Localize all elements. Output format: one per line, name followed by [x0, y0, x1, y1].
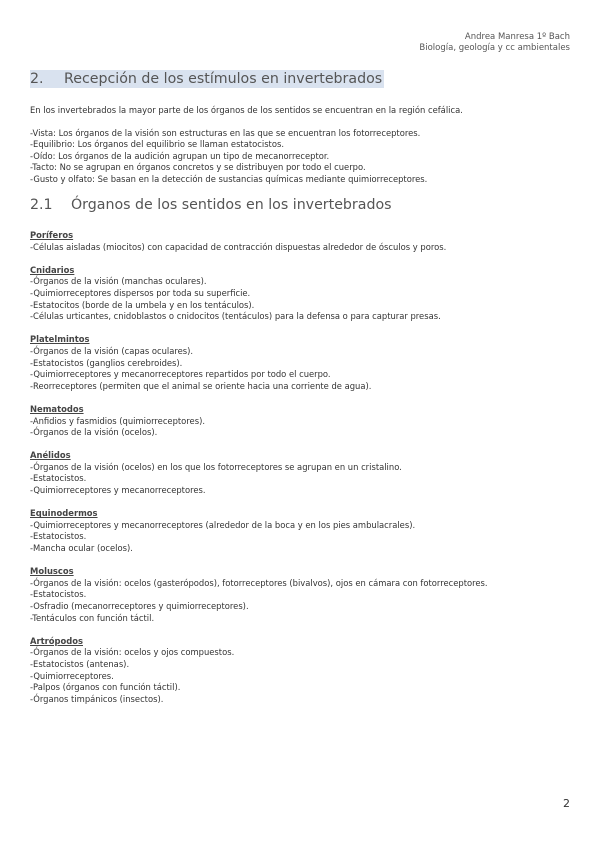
- page-header: [419, 32, 570, 54]
- organism-group: [30, 508, 580, 554]
- group-item: -Quimiorreceptores.: [30, 670, 114, 681]
- group-title: Anélidos: [30, 450, 71, 461]
- intro-block: [30, 105, 575, 186]
- organism-group: [30, 450, 580, 496]
- group-item: -Quimiorreceptores y mecanorreceptores (alrededor de la boca y en los pies ambulacrales).: [30, 519, 416, 530]
- group-item: -Células urticantes, cnidoblastos o cnidocitos (tentáculos) para la defensa o para capturar presas.: [30, 311, 441, 322]
- subsection-title: Órganos de los sentidos en los invertebrados: [71, 197, 392, 213]
- group-item: -Estatocistos.: [30, 531, 87, 542]
- organism-group: [30, 230, 580, 253]
- group-item: -Órganos timpánicos (insectos).: [30, 693, 164, 704]
- group-item: -Quimiorreceptores y mecanorreceptores repartidos por todo el cuerpo.: [30, 369, 331, 380]
- group-item: -Estatocistos (ganglios cerebroides).: [30, 357, 183, 368]
- group-item: -Quimiorreceptores dispersos por toda su superficie.: [30, 287, 251, 298]
- group-title: Artrópodos: [30, 635, 83, 646]
- header-author: Andrea Manresa 1º Bach: [464, 32, 570, 42]
- group-title: Poríferos: [30, 230, 74, 240]
- group-title: Cnidarios: [30, 264, 75, 275]
- section-title: Recepción de los estímulos en invertebrados: [64, 71, 383, 87]
- group-item: -Células aisladas (miocitos) con capacidad de contracción dispuestas alrededor de ósculos y poros.: [30, 241, 447, 252]
- group-item: -Estatocistos (antenas).: [30, 658, 130, 669]
- group-item: -Anfidios y fasmidios (quimiorreceptores).: [30, 415, 206, 426]
- subsection-heading: [30, 196, 392, 214]
- group-item: -Tentáculos con función táctil.: [30, 612, 155, 623]
- header-subject: Biología, geología y cc ambientales: [419, 43, 570, 53]
- organism-group: [30, 404, 580, 439]
- sense-line: -Equilibrio: Los órganos del equilibrio se llaman estatocistos.: [30, 139, 284, 150]
- group-item: -Osfradio (mecanorreceptores y quimiorreceptores).: [30, 601, 249, 611]
- intro-lead: En los invertebrados la mayor parte de los órganos de los sentidos se encuentran en la región cefálica.: [30, 105, 463, 115]
- section-number: 2.: [30, 71, 44, 87]
- group-title: Equinodermos: [30, 508, 98, 519]
- group-title: Moluscos: [30, 566, 74, 577]
- group-item: -Estatocitos (borde de la umbela y en los tentáculos).: [30, 299, 255, 310]
- sense-line: -Tacto: No se agrupan en órganos concretos y se distribuyen por todo el cuerpo.: [30, 162, 366, 173]
- group-item: -Órganos de la visión (ocelos) en los que los fotorreceptores se agrupan en un cristalino.: [30, 461, 402, 472]
- sense-line: -Oído: Los órganos de la audición agrupan un tipo de mecanorreceptor.: [30, 150, 330, 161]
- group-item: -Quimiorreceptores y mecanorreceptores.: [30, 485, 206, 496]
- group-item: -Mancha ocular (ocelos).: [30, 543, 133, 554]
- group-item: -Órganos de la visión (manchas oculares).: [30, 276, 207, 287]
- organism-group: [30, 636, 580, 706]
- group-item: -Estatocistos.: [30, 589, 87, 600]
- organism-group: [30, 265, 580, 323]
- group-title: Nematodos: [30, 403, 84, 414]
- group-title: Platelmintos: [30, 334, 90, 345]
- group-item: -Órganos de la visión: ocelos (gasterópodos), fotorreceptores (bivalvos), ojos en cámara con fotorreceptores.: [30, 577, 488, 588]
- organism-group: [30, 566, 580, 624]
- sense-line: -Gusto y olfato: Se basan en la detección de sustancias químicas mediante quimiorreceptores.: [30, 173, 428, 184]
- page-number: 2: [563, 797, 570, 810]
- subsection-number: 2.1: [30, 197, 53, 213]
- group-item: -Órganos de la visión (capas oculares).: [30, 345, 194, 356]
- group-item: -Palpos (órganos con función táctil).: [30, 682, 181, 693]
- sense-line: -Vista: Los órganos de la visión son estructuras en las que se encuentran los fotorreceptores.: [30, 127, 421, 138]
- organism-group: [30, 334, 580, 392]
- organism-groups: [30, 230, 580, 717]
- group-item: -Reorreceptores (permiten que el animal se oriente hacia una corriente de agua).: [30, 380, 372, 391]
- group-item: -Estatocistos.: [30, 473, 87, 484]
- section-heading: [30, 70, 384, 88]
- group-item: -Órganos de la visión: ocelos y ojos compuestos.: [30, 647, 235, 658]
- group-item: -Órganos de la visión (ocelos).: [30, 427, 158, 438]
